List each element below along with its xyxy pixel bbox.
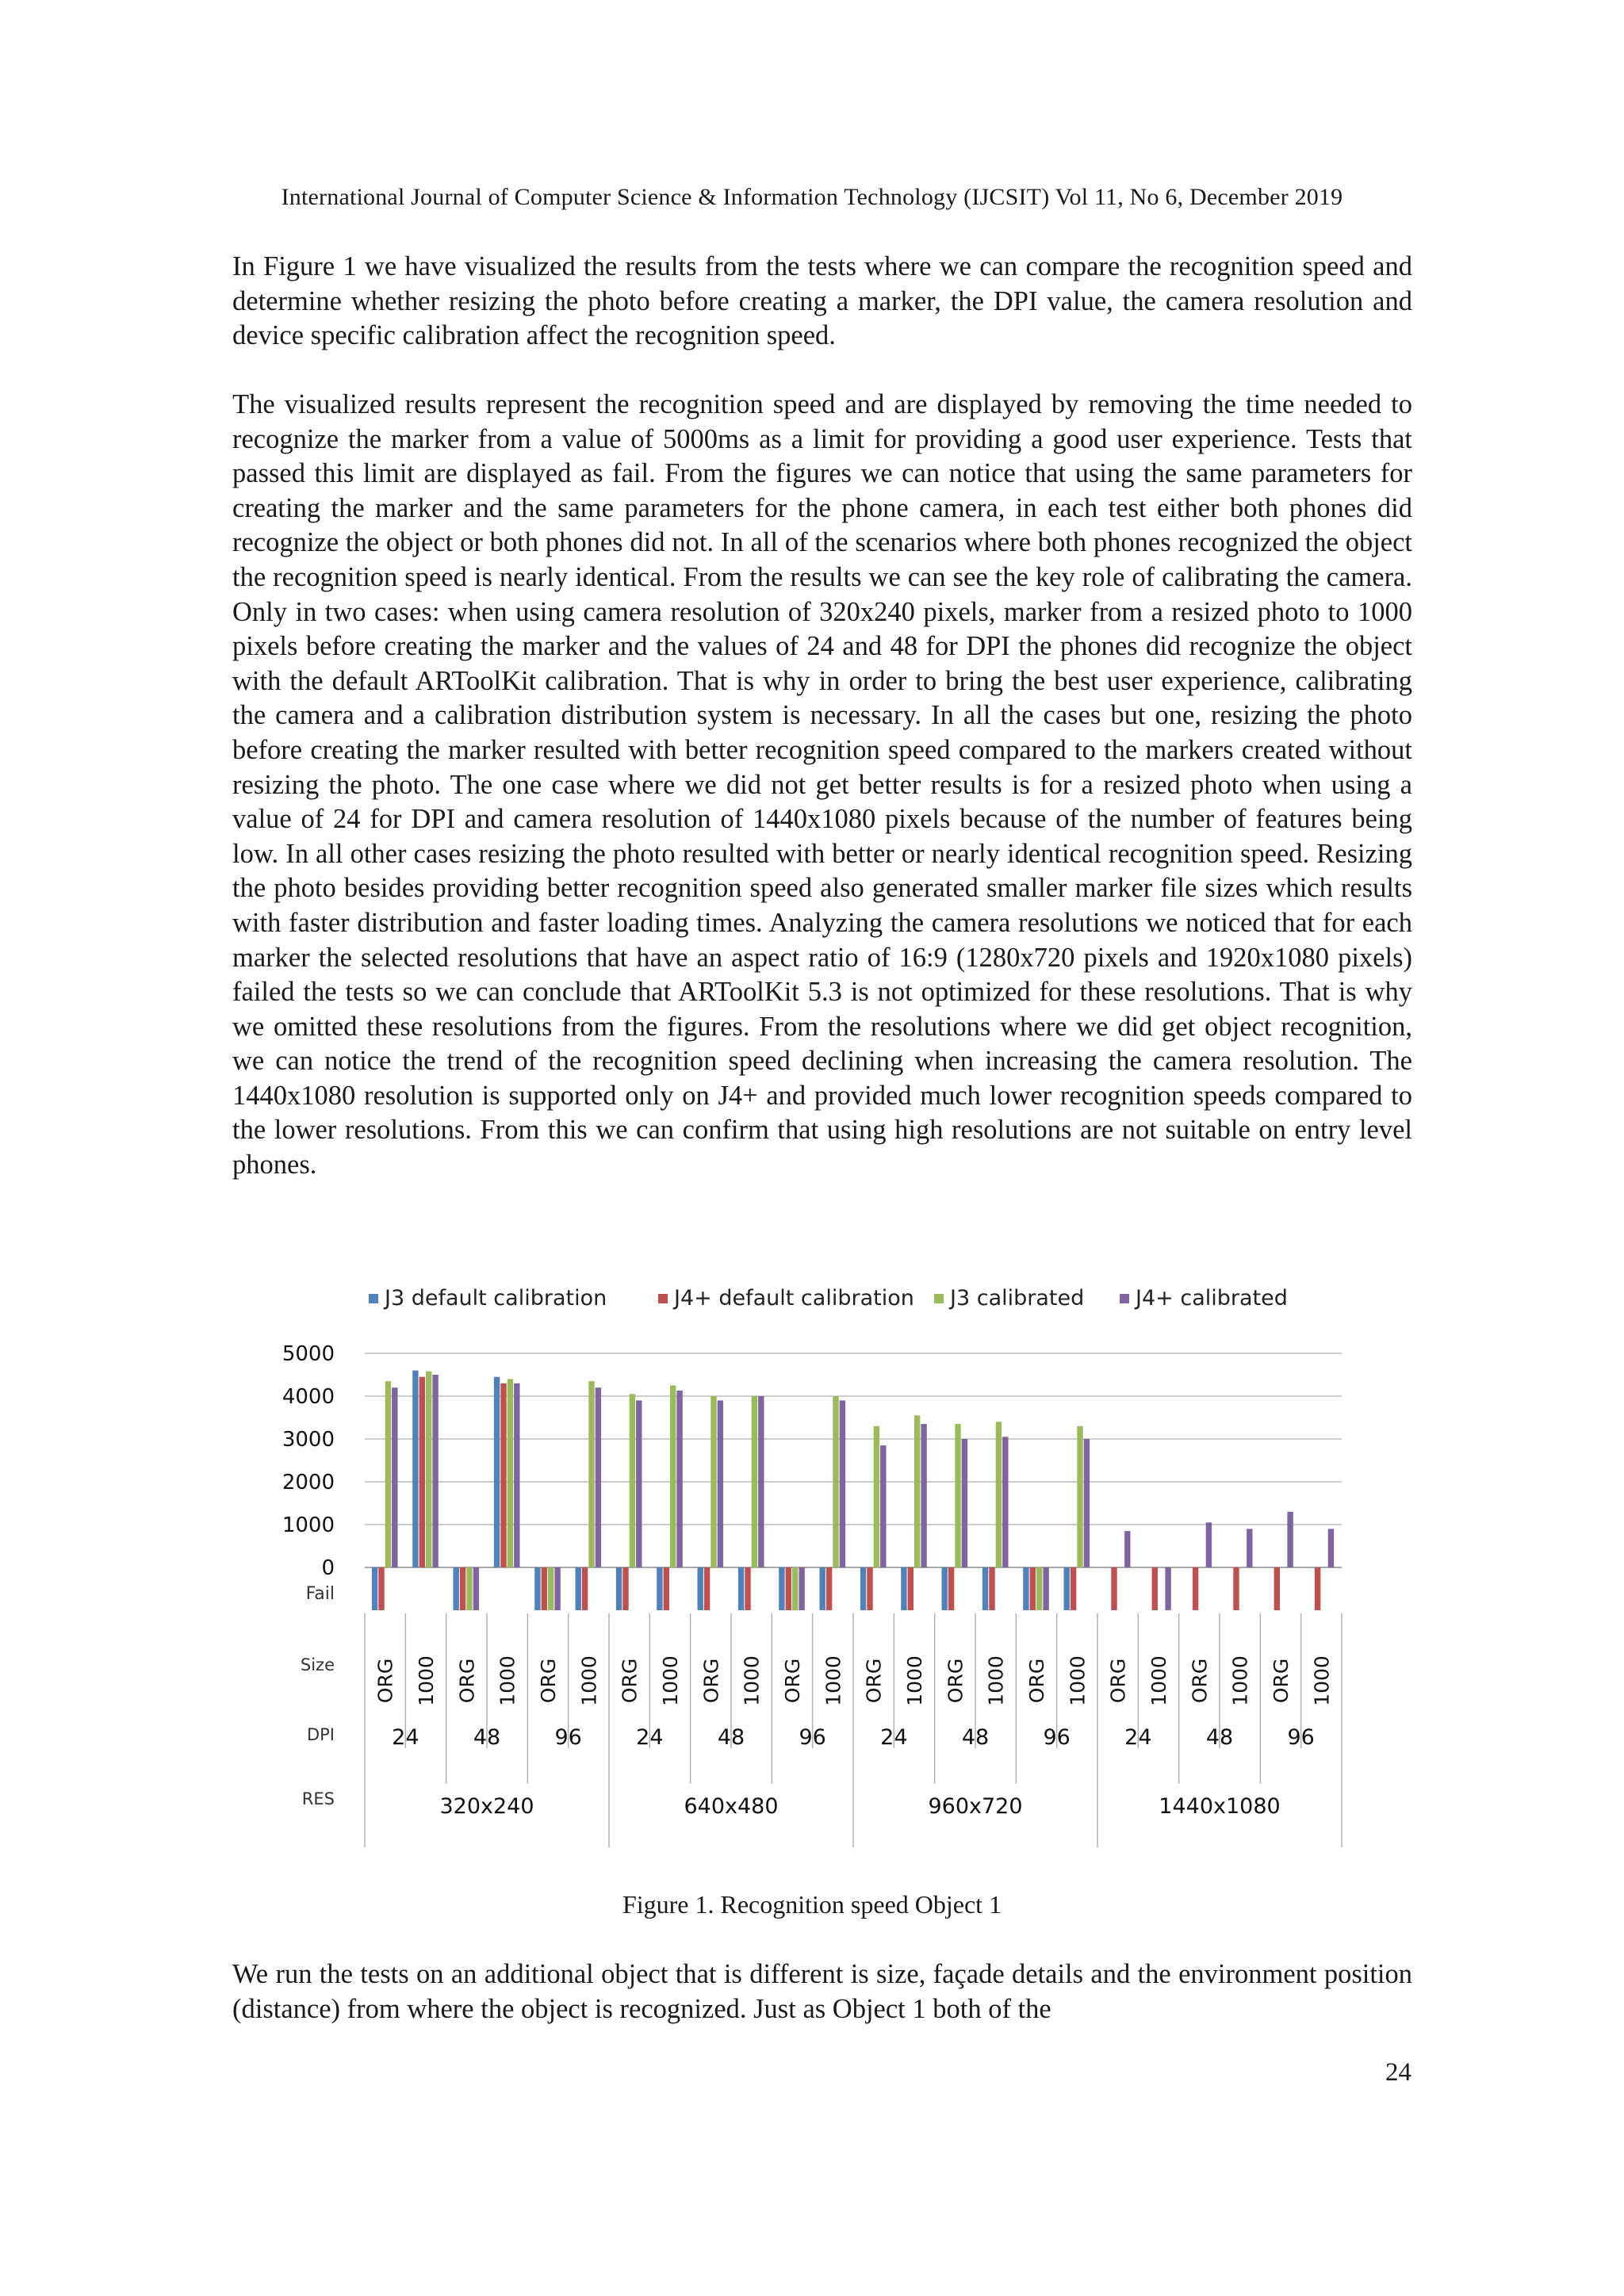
y-tick-label: 3000	[282, 1428, 335, 1452]
size-label: 1000	[415, 1655, 438, 1706]
bar	[840, 1400, 845, 1567]
bar	[779, 1567, 784, 1610]
bar	[962, 1439, 967, 1567]
res-label: 640x480	[684, 1794, 779, 1819]
size-label: ORG	[699, 1658, 723, 1704]
bar	[1023, 1567, 1028, 1610]
bar	[860, 1567, 866, 1610]
bar	[867, 1567, 872, 1610]
size-label: 1000	[1310, 1655, 1334, 1706]
bar	[500, 1383, 506, 1567]
dpi-row-label: DPI	[306, 1725, 335, 1744]
bar	[738, 1567, 744, 1610]
bar	[1030, 1567, 1036, 1610]
bar	[676, 1391, 682, 1567]
paragraph-results: The visualized results represent the recognition speed and are displayed by removing the time needed to recognize the marker from a value of 5000ms as a limit for providing a good user experience. Tests that passed this limit are displayed as fail. From the figures we can notice that using the same parameters for creating the marker and the same parameters for the phone camera, in each test either both phones did recognize the object or both phones did not. In all of the scenarios where both phones recognized the object the recognition speed is nearly identical. From the results we can see the key role of calibrating the camera. Only in two cases: when using camera resolution of 320x240 pixels, marker from a resized photo to 1000 pixels before creating the marker and the values of 24 and 48 for DPI the phones did recognize the object with the default ARToolKit calibration. That is why in order to bring the best user experience, calibrating the camera and a calibration distribution system is necessary. In all the cases but one, resizing the photo before creating the marker resulted with better recognition speed compared to the markers created without resizing the photo. The one case where we did not get better results is for a resized photo when using a value of 24 for DPI and camera resolution of 1440x1080 pixels because of the number of features being low. In all other cases resizing the photo resulted with better or nearly identical recognition speed. Resizing the photo besides providing better recognition speed also generated smaller marker file sizes which results with faster distribution and faster loading times. Analyzing the camera resolutions we noticed that for each marker the selected resolutions that have an aspect ratio of 16:9 (1280x720 pixels and 1920x1080 pixels) failed the tests so we can conclude that ARToolKit 5.3 is not optimized for these resolutions. That is why we omitted these resolutions from the figures. From the resolutions where we did get object recognition, we can notice the trend of the recognition speed declining when increasing the camera resolution. The 1440x1080 resolution is supported only on J4+ and provided much lower recognition speeds compared to the lower resolutions. From this we can confirm that using high resolutions are not suitable on entry level phones.	[232, 389, 1412, 1181]
dpi-label: 48	[1205, 1725, 1234, 1750]
bar	[664, 1567, 669, 1610]
bar	[1111, 1567, 1116, 1610]
bar	[1124, 1531, 1130, 1567]
bar	[636, 1400, 642, 1567]
bar	[1233, 1567, 1239, 1610]
legend-swatch	[369, 1294, 378, 1303]
bar	[908, 1567, 914, 1610]
bar	[745, 1567, 750, 1610]
bar	[466, 1567, 472, 1610]
y-tick-label: 2000	[282, 1471, 335, 1494]
size-label: 1000	[984, 1655, 1008, 1706]
legend-label: J4+ default calibration	[674, 1286, 914, 1311]
bar	[752, 1396, 757, 1567]
bar	[542, 1567, 547, 1610]
bar	[576, 1567, 581, 1610]
size-label: ORG	[455, 1658, 479, 1704]
size-label: 1000	[1066, 1655, 1090, 1706]
bar	[1274, 1567, 1280, 1610]
size-label: 1000	[822, 1655, 845, 1706]
bar	[982, 1567, 988, 1610]
res-row-label: RES	[301, 1789, 335, 1808]
bar	[385, 1381, 391, 1567]
size-label: 1000	[740, 1655, 764, 1706]
bar	[616, 1567, 622, 1610]
bar	[670, 1386, 676, 1568]
y-tick-label: 4000	[282, 1385, 335, 1409]
size-label: ORG	[944, 1658, 967, 1704]
legend-swatch	[658, 1294, 668, 1303]
size-label: ORG	[618, 1658, 642, 1704]
y-tick-label: 1000	[282, 1513, 335, 1537]
bar	[582, 1567, 588, 1610]
bar	[630, 1394, 635, 1567]
legend-label: J4+ calibrated	[1136, 1286, 1288, 1311]
size-label: 1000	[577, 1655, 601, 1706]
bar	[534, 1567, 540, 1610]
dpi-label: 96	[1043, 1725, 1071, 1750]
dpi-label: 24	[636, 1725, 664, 1750]
dpi-label: 48	[473, 1725, 501, 1750]
size-label: ORG	[1025, 1658, 1048, 1704]
bar	[758, 1396, 764, 1567]
size-label: 1000	[1228, 1655, 1252, 1706]
bar	[1071, 1567, 1076, 1610]
dpi-label: 96	[1287, 1725, 1315, 1750]
recognition-speed-chart	[282, 1276, 1356, 1851]
bar	[1328, 1529, 1334, 1567]
bar	[1165, 1567, 1170, 1610]
legend-label: J3 default calibration	[385, 1286, 607, 1311]
bar	[460, 1567, 465, 1610]
page-number: 24	[1385, 2058, 1411, 2087]
bar	[792, 1567, 798, 1610]
bar	[1043, 1567, 1048, 1610]
bar	[698, 1567, 703, 1610]
dpi-label: 96	[554, 1725, 582, 1750]
bar	[955, 1424, 960, 1567]
dpi-label: 48	[717, 1725, 745, 1750]
bar	[989, 1567, 994, 1610]
bar	[820, 1567, 825, 1610]
bar	[1193, 1567, 1198, 1610]
bar	[996, 1422, 1002, 1567]
legend-swatch	[1120, 1294, 1129, 1303]
bar	[786, 1567, 791, 1610]
size-label: ORG	[537, 1658, 560, 1704]
bar	[710, 1396, 716, 1567]
bar	[901, 1567, 906, 1610]
bar	[473, 1567, 479, 1610]
bar	[596, 1387, 601, 1567]
dpi-label: 24	[392, 1725, 419, 1750]
bar	[833, 1396, 838, 1567]
size-label: ORG	[781, 1658, 804, 1704]
bar	[718, 1400, 723, 1567]
fail-label: Fail	[305, 1584, 335, 1604]
bar	[412, 1371, 418, 1567]
size-label: ORG	[1188, 1658, 1212, 1704]
size-label: ORG	[1270, 1658, 1293, 1704]
dpi-label: 24	[880, 1725, 908, 1750]
bar	[432, 1375, 438, 1567]
bar	[548, 1567, 553, 1610]
bar	[1247, 1529, 1252, 1567]
bar	[392, 1387, 397, 1567]
bar	[921, 1424, 926, 1567]
bar	[372, 1567, 377, 1610]
bar	[508, 1379, 513, 1567]
bar	[948, 1567, 954, 1610]
legend-swatch	[934, 1294, 944, 1303]
dpi-label: 48	[961, 1725, 990, 1750]
legend-label: J3 calibrated	[950, 1286, 1085, 1311]
paragraph-object-2: We run the tests on an additional object that is different is size, façade details and the environment position (distance) from where the object is recognized. Just as Object 1 both of the	[232, 1959, 1412, 2024]
bar	[1315, 1567, 1320, 1610]
bar	[1084, 1439, 1090, 1567]
bar	[874, 1426, 879, 1567]
dpi-label: 24	[1124, 1725, 1152, 1750]
paragraph-intro: In Figure 1 we have visualized the results from the tests where we can compare the recognition speed and determine whether resizing the photo before creating a marker, the DPI value, the camera resolution and device specific calibration affect the recognition speed.	[232, 251, 1412, 351]
dpi-label: 96	[799, 1725, 826, 1750]
bar	[942, 1567, 948, 1610]
size-label: 1000	[903, 1655, 926, 1706]
res-label: 1440x1080	[1159, 1794, 1281, 1819]
bar	[826, 1567, 832, 1610]
size-label: 1000	[659, 1655, 682, 1706]
bar	[1002, 1437, 1008, 1567]
size-label: ORG	[373, 1658, 397, 1704]
bar	[588, 1381, 594, 1567]
y-tick-label: 5000	[282, 1342, 335, 1366]
bar	[419, 1377, 425, 1567]
size-label: 1000	[496, 1655, 519, 1706]
res-label: 320x240	[439, 1794, 534, 1819]
y-tick-label: 0	[321, 1556, 335, 1580]
bar	[657, 1567, 662, 1610]
size-label: ORG	[1106, 1658, 1130, 1704]
bar	[554, 1567, 560, 1610]
bar	[704, 1567, 710, 1610]
bar	[454, 1567, 459, 1610]
bar	[494, 1377, 500, 1567]
bar	[426, 1372, 431, 1567]
size-label: ORG	[862, 1658, 886, 1704]
bar	[1287, 1512, 1293, 1567]
bar	[378, 1567, 384, 1610]
bar	[799, 1567, 804, 1610]
bar	[1036, 1567, 1042, 1610]
bar	[914, 1415, 920, 1567]
bar	[1206, 1522, 1212, 1567]
bar	[514, 1383, 519, 1567]
figure-caption: Figure 1. Recognition speed Object 1	[622, 1890, 1002, 1919]
bar	[622, 1567, 628, 1610]
size-row-label: Size	[300, 1655, 335, 1674]
running-header: International Journal of Computer Science & Information Technology (IJCSIT) Vol 11, No 6, December 2019	[281, 184, 1343, 210]
res-label: 960x720	[928, 1794, 1023, 1819]
bar	[1077, 1426, 1082, 1567]
bar	[1064, 1567, 1070, 1610]
bar	[1152, 1567, 1158, 1610]
size-label: 1000	[1147, 1655, 1170, 1706]
bar	[880, 1445, 886, 1567]
